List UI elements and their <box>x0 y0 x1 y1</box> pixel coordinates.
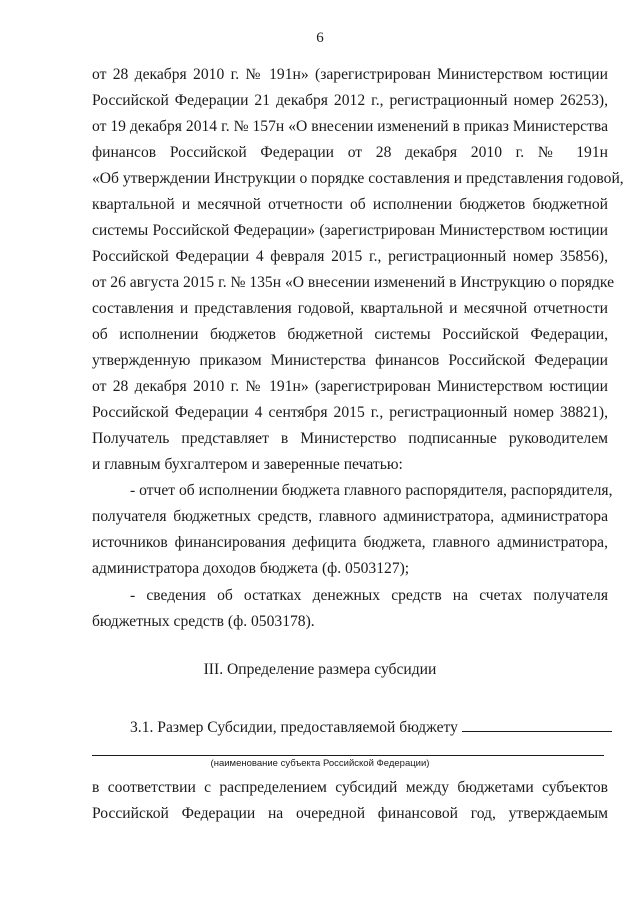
text-line: квартальной и месячной отчетности об исполнении бюджетов бюджетной <box>92 196 608 213</box>
text-line: - отчет об исполнении бюджета главного распорядителя, распорядителя, <box>130 482 613 499</box>
text-line: Российской Федерации 21 декабря 2012 г., регистрационный номер 26253), <box>92 92 608 109</box>
text-line: «Об утверждении Инструкции о порядке составления и представления годовой, <box>92 170 624 187</box>
text-line: в соответствии с распределением субсидий между бюджетами субъектов <box>92 779 608 796</box>
text-line: Получатель представляет в Министерство подписанные руководителем <box>92 430 608 447</box>
fill-blank-line <box>462 717 612 732</box>
paragraph-distribution <box>92 775 608 827</box>
text-line: от 19 декабря 2014 г. № 157н «О внесении изменений в приказ Министерства <box>92 118 608 135</box>
subject-name-caption: (наименование субъекта Российской Федерации) <box>210 758 430 769</box>
text-line: Российской Федерации 4 сентября 2015 г., регистрационный номер 38821), <box>92 404 608 421</box>
text-line: об исполнении бюджетов бюджетной системы Российской Федерации, <box>92 326 608 343</box>
text-line: утвержденную приказом Министерства финансов Российской Федерации <box>92 352 608 369</box>
text-line: Российской Федерации 4 февраля 2015 г., регистрационный номер 35856), <box>92 248 608 265</box>
bullet-report <box>92 478 613 582</box>
bullet-balances <box>92 583 608 635</box>
text-line: бюджетных средств (ф. 0503178). <box>92 613 315 630</box>
page-number: 6 <box>316 30 324 46</box>
clause-3-1-text: 3.1. Размер Субсидии, предоставляемой бюджету <box>130 719 458 736</box>
paragraph-regulations <box>92 62 624 478</box>
text-line: и главным бухгалтером и заверенные печатью: <box>92 456 403 473</box>
subject-name-rule <box>92 755 604 756</box>
text-line: системы Российской Федерации» (зарегистрирован Министерством юстиции <box>92 222 608 239</box>
text-line: финансов Российской Федерации от 28 декабря 2010 г. № 191н <box>92 144 608 161</box>
text-line: источников финансирования дефицита бюджета, главного администратора, <box>92 534 608 551</box>
text-line: от 26 августа 2015 г. № 135н «О внесении изменений в Инструкцию о порядке <box>92 274 615 291</box>
text-line: от 28 декабря 2010 г. № 191н» (зарегистрирован Министерством юстиции <box>92 66 608 83</box>
text-line: от 28 декабря 2010 г. № 191н» (зарегистрирован Министерством юстиции <box>92 378 608 395</box>
text-line: получателя бюджетных средств, главного администратора, администратора <box>92 508 608 525</box>
text-line: составления и представления годовой, квартальной и месячной отчетности <box>92 300 608 317</box>
text-line: - сведения об остатках денежных средств на счетах получателя <box>130 587 608 604</box>
text-line: администратора доходов бюджета (ф. 0503127); <box>92 560 410 577</box>
clause-3-1 <box>130 717 612 737</box>
text-line: Российской Федерации на очередной финансовой год, утверждаемым <box>92 805 608 822</box>
section-heading: III. Определение размера субсидии <box>203 661 437 678</box>
